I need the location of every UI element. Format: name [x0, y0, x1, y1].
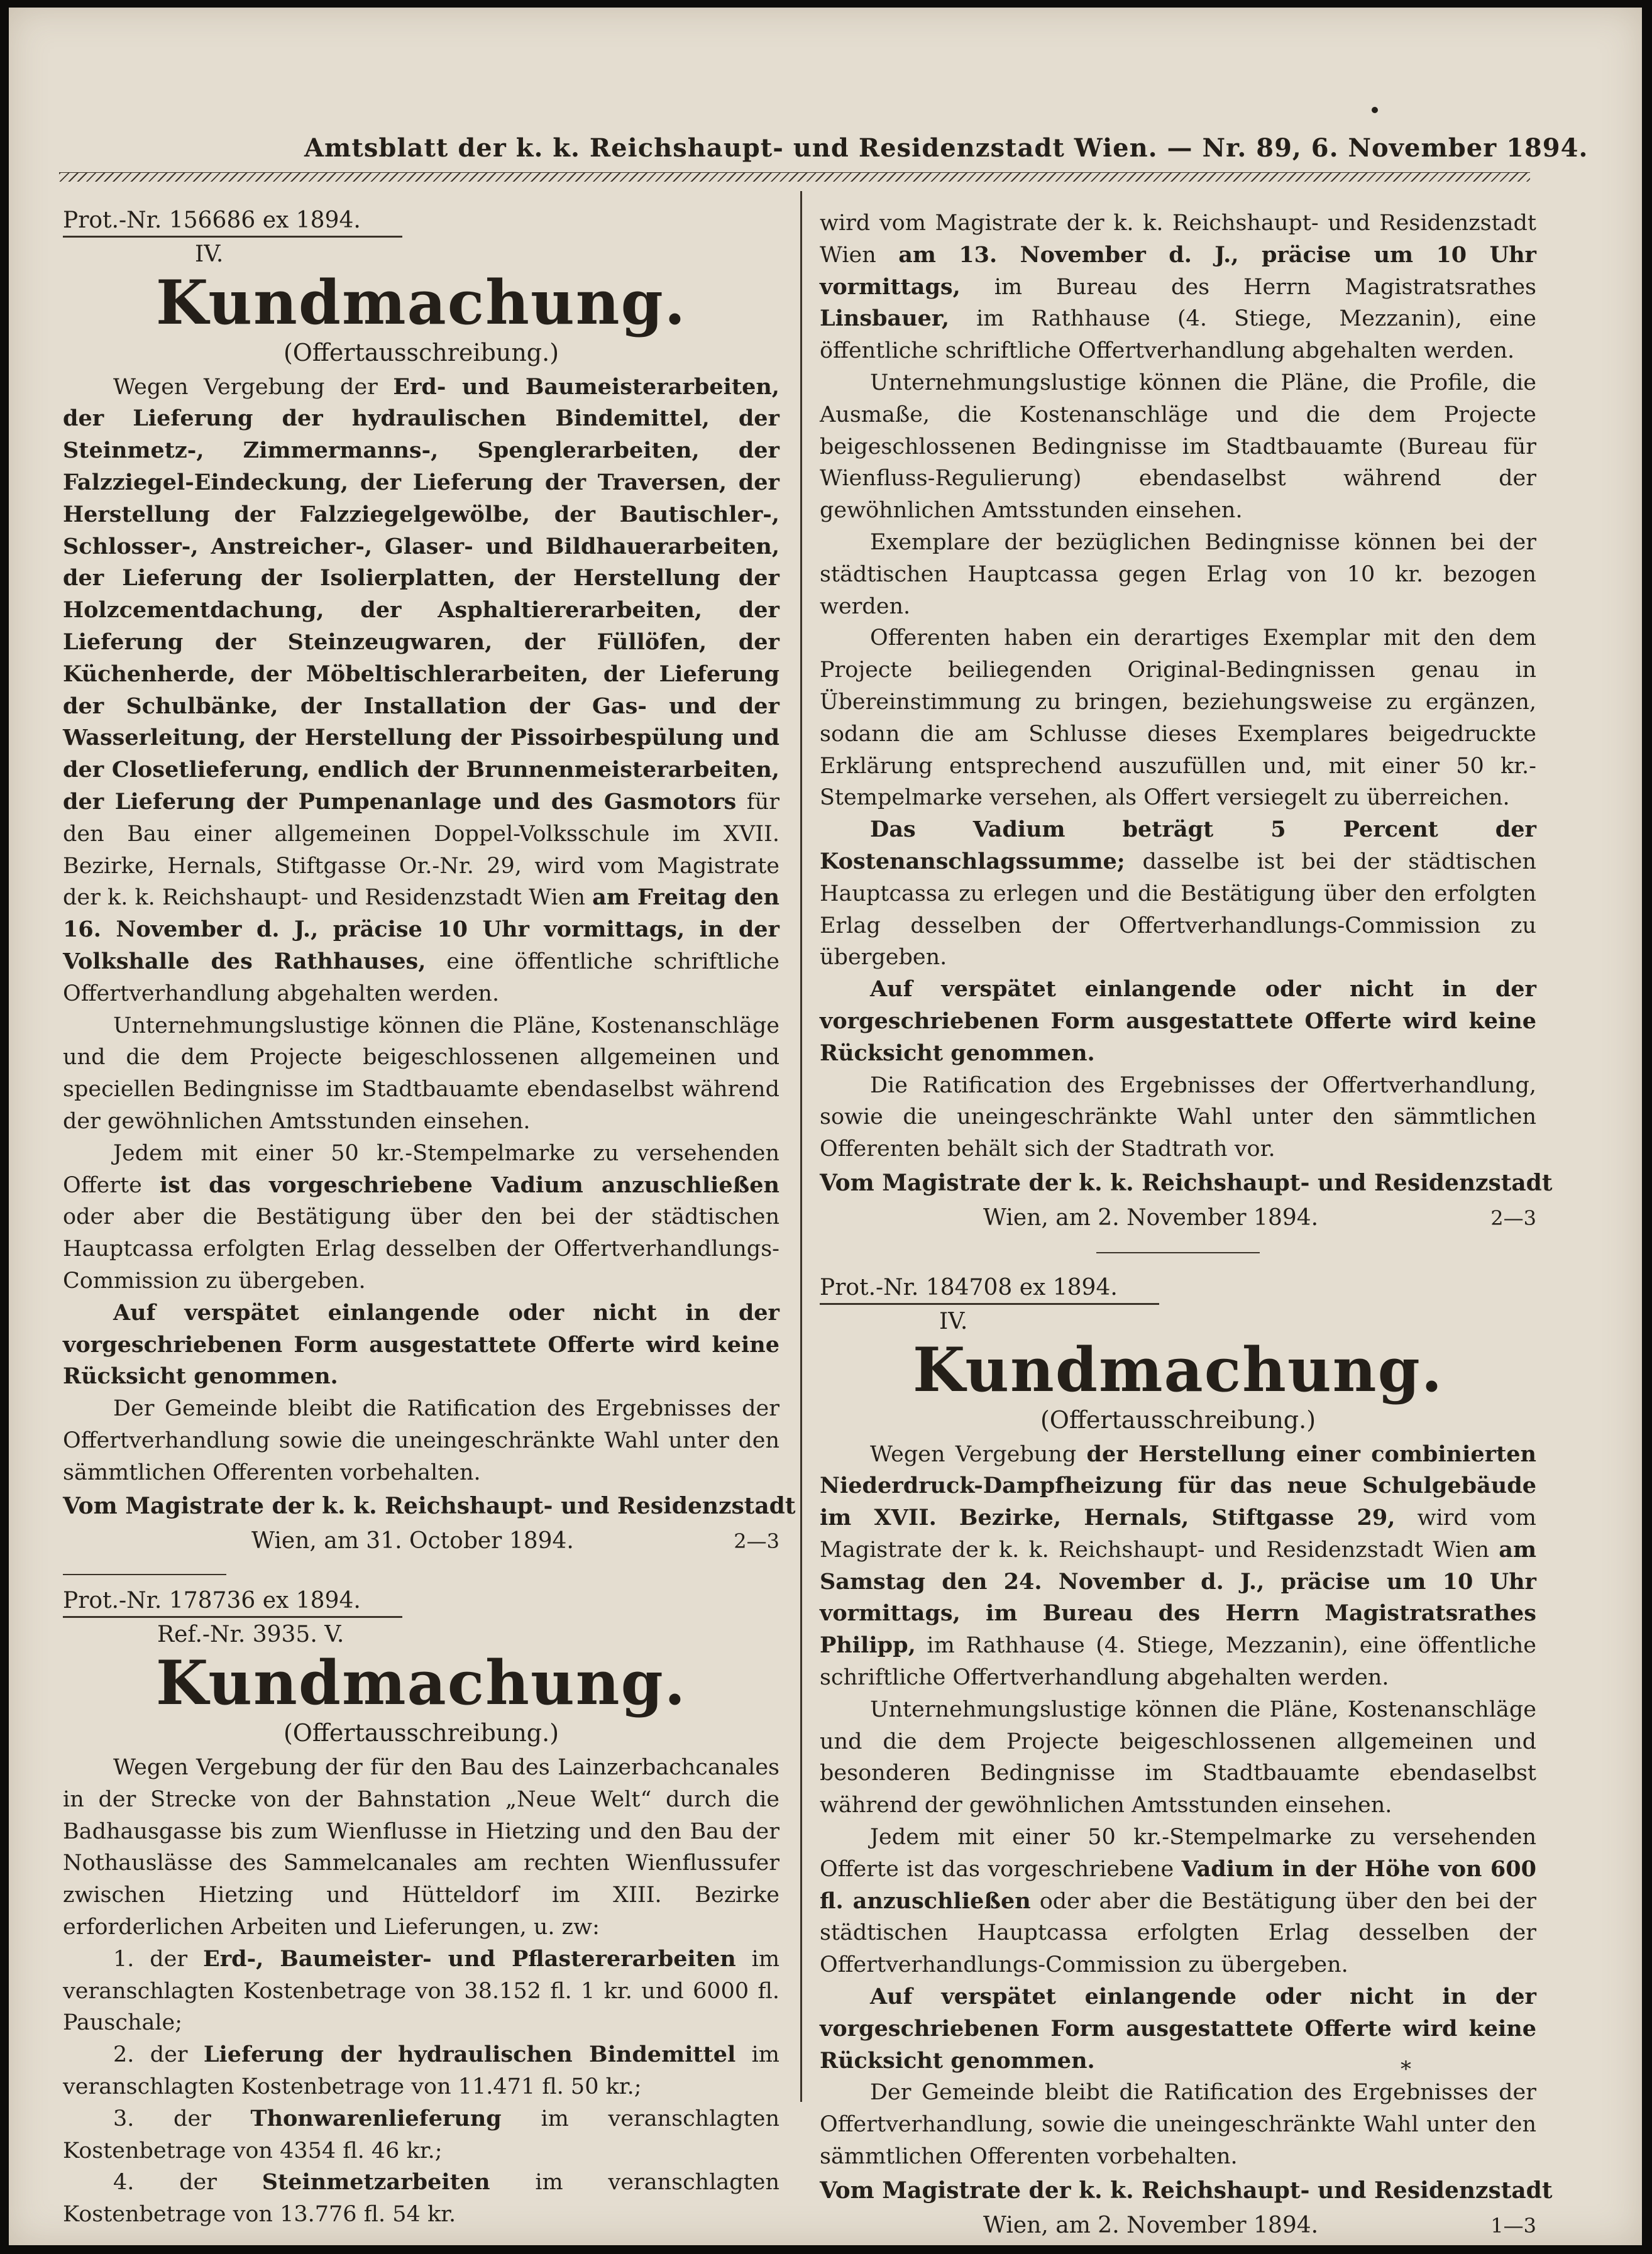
date-line [63, 1524, 779, 1559]
text-run: Wegen Vergebung [870, 1441, 1087, 1467]
notice-paragraph: Auf verspätet einlangende oder nicht in der vorgeschriebenen Form ausgestattete Offerte wird keine Rücksicht genommen. [820, 976, 1536, 1066]
header-wavy-rule [59, 172, 1530, 182]
reference-number: Ref.-Nr. 3935. V. [157, 1622, 344, 1648]
notice-paragraph: Auf verspätet einlangende oder nicht in der vorgeschriebenen Form ausgestattete Offerte wird keine Rücksicht genommen. [63, 1299, 779, 1390]
item-number: 1. der [113, 1946, 204, 1972]
column-divider [800, 191, 802, 2102]
serial-number: 1—3 [1490, 2213, 1536, 2238]
section-rule [1096, 1252, 1260, 1253]
right-column [820, 207, 1553, 2243]
text-run: Wegen Vergebung der [113, 374, 394, 400]
notice-paragraph: Die Ratification des Ergebnisses der Offertverhandlung, sowie die uneingeschränkte Wahl unter den sämmtlichen Offerenten behält sich der Stadtrath vor. [820, 1072, 1536, 1162]
text-run-bold: der Herstellung einer combinierten Niederdruck-Dampfheizung für das neue Schulgebäude im XVII. Bezirke, Hernals, Stiftgasse 29, [820, 1441, 1537, 1531]
notice-title: Kundmachung. [155, 1647, 687, 1719]
notice-paragraph [820, 814, 1536, 974]
date-line [820, 1201, 1536, 1236]
notice-title: Kundmachung. [155, 267, 687, 338]
text-run-bold: Das Vadium beträgt 5 Percent der Kostenanschlagssumme; [820, 816, 1536, 874]
text-run-bold: ist das vorgeschriebene Vadium anzuschließen [159, 1172, 779, 1198]
item-text: im veranschlagten Kostenbetrage von 38.152 fl. 1 kr. und 6000 fl. Pauschale; [63, 1946, 780, 2036]
item-bold: Thonwarenlieferung [250, 2105, 502, 2131]
item-number: 2. der [113, 2042, 204, 2068]
text-run: für den Bau einer allgemeinen Doppel-Volksschule im XVII. Bezirke, Hernals, Stiftgasse Or.-Nr. 29, wird vom Magistrate der k. k. Reichshaupt- und Residenzstadt Wien [63, 789, 779, 911]
ink-dot [1372, 107, 1378, 113]
text-run: oder aber die Bestätigung über den bei der städtischen Hauptcassa erfolgten Erlag desselben der Offertverhandlungs-Commission zu übergeben. [63, 1204, 779, 1294]
notice-paragraph: Der Gemeinde bleibt die Ratification des Ergebnisses der Offertverhandlung, sowie die uneingeschränkte Wahl unter den sämmtlichen Offerenten vorbehalten. [820, 2080, 1536, 2170]
signature-line: Vom Magistrate der k. k. Reichshaupt- und Residenzstadt [63, 1493, 796, 1520]
item-bold: Steinmetzarbeiten [262, 2169, 490, 2196]
text-run-bold: Erd- und Baumeisterarbeiten, der Lieferung der hydraulischen Bindemittel, der Steinmetz-, Zimmermanns-, Spenglerarbeiten, der Falzziegel-Eindeckung, der Lieferung der Traversen, der Herstellung der Falzziegelgewölbe, der Bautischler-, Schlosser-, Anstreicher-, Glaser- und Bildhauerarbeiten, der Lieferung der Isolierplatten, der Herstellung der Holzcementdachung, der Asphaltiererarbeiten, der Lieferung der Steinzeugwaren, der Füllöfen, der Küchenherde, der Möbeltischlerarbeiten, der Lieferung der Schulbänke, der Installation der Gas- und der Wasserleitung, der Herstellung der Pissoirbespülung und der Closetlieferung, endlich der Brunnenmeisterarbeiten, der Lieferung der Pumpenanlage und des Gasmotors [63, 373, 779, 815]
text-run: eine öffentliche schriftliche Offertverhandlung abgehalten werden. [63, 948, 779, 1006]
item-number: 4. der [113, 2170, 262, 2196]
notice-paragraph: Wegen Vergebung der für den Bau des Lainzerbachcanales in der Strecke von der Bahnstation „Neue Welt“ durch die Badhausgasse bis zum Wienflusse in Hietzing und den Bau der Nothauslässe des Sammelcanales am rechten Wienflussufer zwischen Hietzing und Hütteldorf im XIII. Bezirke erforderlichen Arbeiten und Lieferungen, u. zw: [63, 1755, 779, 1940]
protocol-number: Prot.-Nr. 184708 ex 1894. [820, 1275, 1159, 1305]
notice-paragraph [820, 1822, 1536, 1981]
item-text: im veranschlagten Kostenbetrage von 11.471 fl. 50 kr.; [63, 2042, 779, 2100]
page-header: Amtsblatt der k. k. Reichshaupt- und Residenzstadt Wien. — Nr. 89, 6. November 1894. [304, 133, 1589, 163]
notice-paragraph: Auf verspätet einlangende oder nicht in der vorgeschriebenen Form ausgestattete Offerte wird keine Rücksicht genommen. [820, 1984, 1536, 2074]
notice-paragraph [820, 207, 1536, 367]
notice-156686 [63, 207, 796, 1559]
notice-178736 [63, 1588, 779, 2231]
asterisk-mark: * [1401, 2057, 1411, 2082]
list-item [63, 2039, 779, 2103]
newspaper-page [9, 8, 1642, 2245]
text-run: im Rathhause (4. Stiege, Mezzanin), eine öffentliche schriftliche Offertverhandlung abgehalten werden. [820, 306, 1536, 364]
item-number: 3. der [113, 2106, 251, 2131]
left-column [63, 207, 796, 2231]
text-run: wird vom Magistrate der k. k. Reichshaupt- und Residenzstadt Wien [820, 211, 1536, 268]
list-item [63, 1943, 779, 2039]
item-text: im veranschlagten Kostenbetrage von 13.776 fl. 54 kr. [63, 2170, 779, 2228]
notice-paragraph: Unternehmungslustige können die Pläne, Kostenanschläge und die dem Projecte beigeschlossenen allgemeinen und speciellen Bedingnisse im Stadtbauamte ebendaselbst während der gewöhnlichen Amtsstunden einsehen. [63, 1013, 779, 1134]
text-run: dasselbe ist bei der städtischen Hauptcassa zu erlegen und die Bestätigung über den erfolgten Erlag desselben der Offertverhandlungs-Commission zu übergeben. [820, 849, 1536, 970]
date-text: Wien, am 2. November 1894. [983, 1204, 1319, 1231]
text-run-bold: Linsbauer, [820, 305, 950, 332]
roman-numeral: IV. [939, 1308, 968, 1334]
text-run-bold: am 13. November d. J., präcise um 10 Uhr vormittags, [820, 241, 1536, 300]
text-run: oder aber die Bestätigung über den bei der städtischen Hauptcassa erfolgten Erlag desselben der Offertverhandlungs-Commission zu übergeben. [820, 1888, 1536, 1978]
section-rule [63, 1574, 226, 1575]
notice-subtitle: (Offertausschreibung.) [1040, 1405, 1316, 1434]
notice-title: Kundmachung. [912, 1334, 1444, 1405]
date-text: Wien, am 31. October 1894. [251, 1528, 574, 1554]
notice-paragraph [63, 1138, 779, 1297]
item-bold: Erd-, Baumeister- und Pflastererarbeiten [203, 1945, 736, 1972]
notice-paragraph: Offerenten haben ein derartiges Exemplar mit den dem Projecte beiliegenden Original-Bedingnissen genau in Übereinstimmung zu bringen, beziehungsweise zu ergänzen, sodann die am Schlusse dieses Exemplares beigedruckte Erklärung entsprechend auszufüllen und, mit einer 50 kr.-Stempelmarke versehen, als Offert versiegelt zu überreichen. [820, 625, 1536, 811]
item-bold: Lieferung der hydraulischen Bindemittel [203, 2042, 736, 2068]
serial-number: 2—3 [1490, 1206, 1536, 1230]
notice-paragraph [63, 371, 779, 1010]
text-run: Jedem mit einer 50 kr.-Stempelmarke zu versehenden Offerte [63, 1140, 779, 1198]
notice-subtitle: (Offertausschreibung.) [283, 338, 559, 366]
serial-number: 2—3 [734, 1529, 779, 1554]
roman-numeral: IV. [195, 241, 224, 267]
signature-line: Vom Magistrate der k. k. Reichshaupt- und Residenzstadt [820, 2177, 1553, 2204]
notice-paragraph: Exemplare der bezüglichen Bedingnisse können bei der städtischen Hauptcassa gegen Erlag von 10 kr. bezogen werden. [820, 529, 1536, 619]
protocol-number: Prot.-Nr. 156686 ex 1894. [63, 207, 402, 238]
list-item [63, 2167, 779, 2231]
notice-184708 [820, 1274, 1553, 2243]
text-run-bold: am Samstag den 24. November d. J., präcise um 10 Uhr vormittags, im Bureau des Herrn Magistratsrathes Philipp, [820, 1536, 1536, 1659]
date-text: Wien, am 2. November 1894. [983, 2212, 1319, 2238]
date-line [820, 2208, 1536, 2243]
notice-subtitle: (Offertausschreibung.) [283, 1719, 559, 1747]
text-run: im Rathhause (4. Stiege, Mezzanin), eine öffentliche schriftliche Offertverhandlung abgehalten werden. [820, 1633, 1536, 1691]
notice-178736-continued [820, 207, 1553, 1236]
list-item [63, 2103, 779, 2167]
notice-paragraph [820, 1439, 1536, 1694]
notice-paragraph: Unternehmungslustige können die Pläne, die Profile, die Ausmaße, die Kostenanschläge und die dem Projecte beigeschlossenen Bedingnisse im Stadtbauamte (Bureau für Wienfluss-Regulierung) ebendaselbst während der gewöhnlichen Amtsstunden einsehen. [820, 370, 1536, 524]
text-run-bold: Vadium in der Höhe von 600 fl. anzuschließen [820, 1855, 1536, 1914]
text-run-bold: am Freitag den 16. November d. J., präcise 10 Uhr vormittags, in der Volkshalle des Rathhauses, [63, 884, 780, 974]
notice-paragraph: Der Gemeinde bleibt die Ratification des Ergebnisses der Offertverhandlung sowie die uneingeschränkte Wahl unter den sämmtlichen Offerenten vorbehalten. [63, 1396, 779, 1485]
notice-paragraph: Unternehmungslustige können die Pläne, Kostenanschläge und die dem Projecte beigeschlossenen allgemeinen und besonderen Bedingnisse im Stadtbauamte ebendaselbst während der gewöhnlichen Amtsstunden einsehen. [820, 1696, 1536, 1818]
item-text: im veranschlagten Kostenbetrage von 4354 fl. 46 kr.; [63, 2106, 779, 2163]
text-run: im Bureau des Herrn Magistratsrathes [960, 274, 1536, 300]
text-run: Jedem mit einer 50 kr.-Stempelmarke zu versehenden Offerte ist das vorgeschriebene [820, 1825, 1536, 1882]
text-run: wird vom Magistrate der k. k. Reichshaupt- und Residenzstadt Wien [820, 1505, 1536, 1563]
signature-line: Vom Magistrate der k. k. Reichshaupt- und Residenzstadt [820, 1169, 1553, 1196]
protocol-number: Prot.-Nr. 178736 ex 1894. [63, 1588, 402, 1618]
